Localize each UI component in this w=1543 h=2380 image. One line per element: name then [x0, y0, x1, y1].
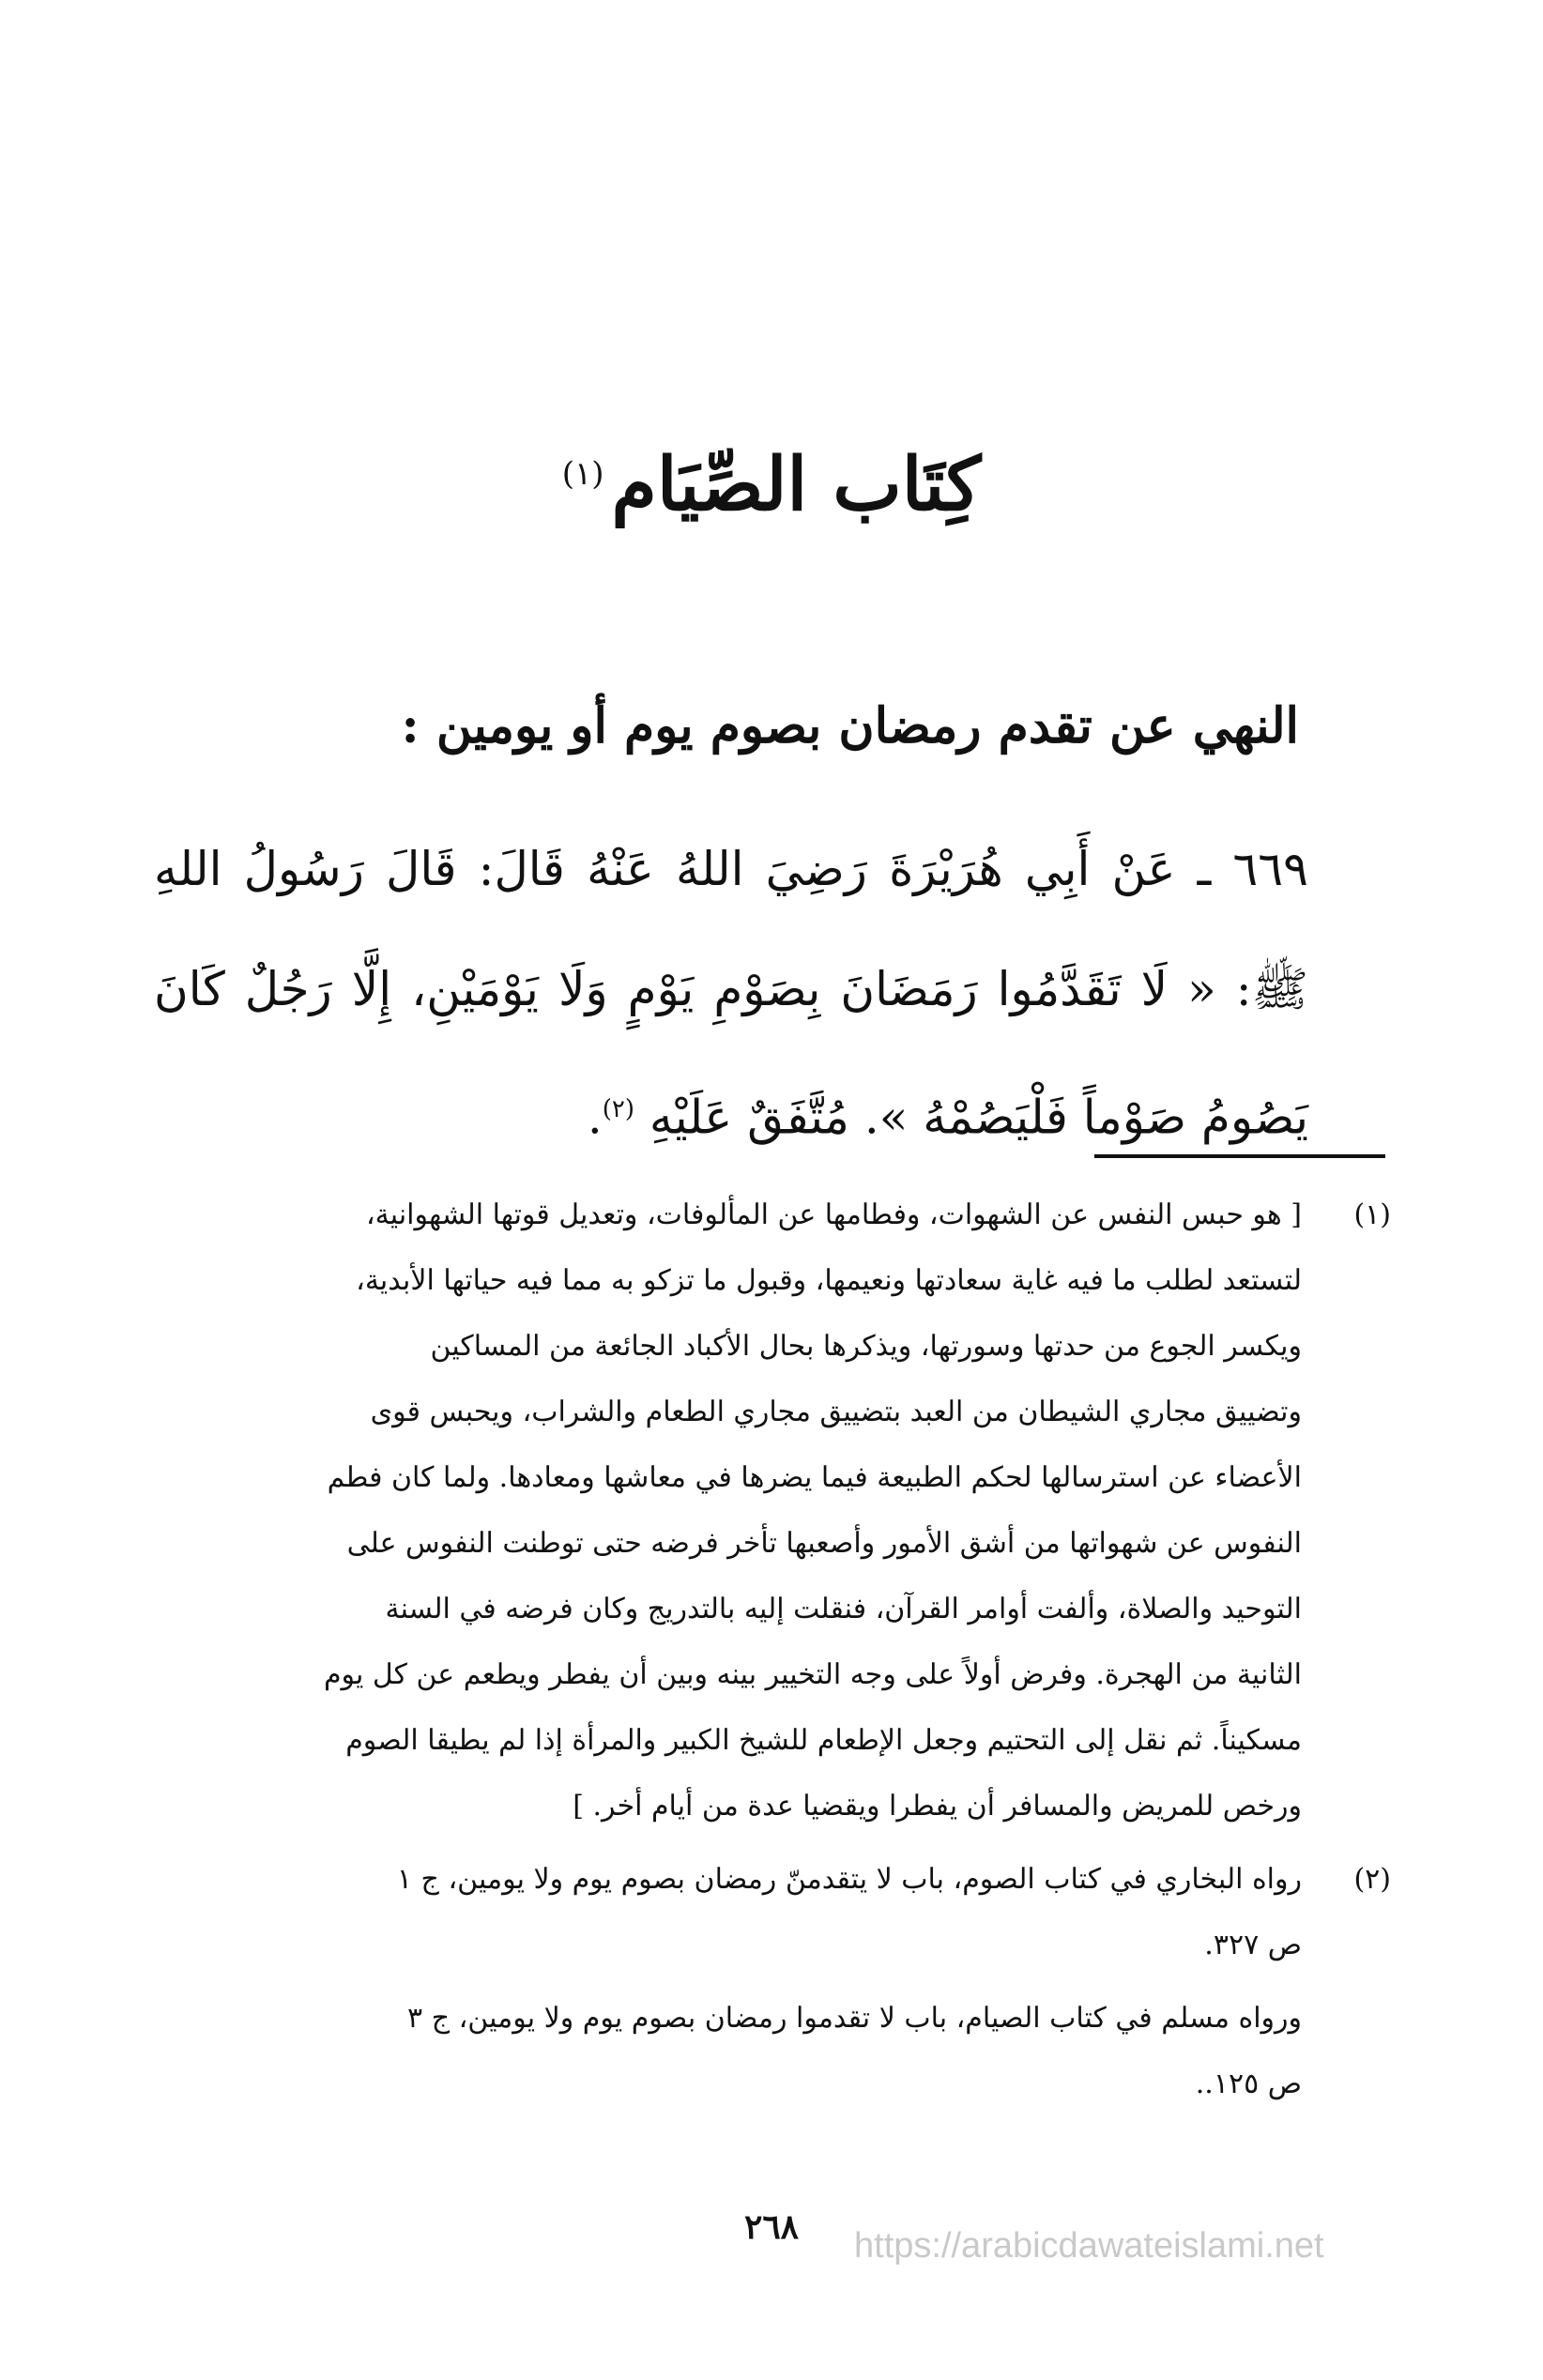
footnote-line: التوحيد والصلاة، وألفت أوامر القرآن، فنقلت إليه بالتدريج وكان فرضه في السنة: [385, 1593, 1302, 1625]
footnotes: [77, 1182, 1391, 2117]
footnote-line: ص ٣٢٧.: [1204, 1929, 1302, 1961]
footnote-line: وتضييق مجاري الشيطان من العبد بتضييق مجاري الطعام والشراب، ويحبس قوى: [370, 1396, 1302, 1428]
footnote-line: الأعضاء عن استرسالها لحكم الطبيعة فيما يضرها في معاشها ومعادها. ولما كان فطم: [327, 1461, 1302, 1494]
chapter-footnote-marker: (١): [561, 455, 604, 493]
footnote-line: [ هو حبس النفس عن الشهوات، وفطامها عن المألوفات، وتعديل قوتها الشهوانية،: [366, 1198, 1302, 1231]
footnote-number: (٢): [1353, 1863, 1391, 1896]
footnote-divider: [1094, 1154, 1385, 1158]
footnote-line: ص ١٢٥..: [1195, 2067, 1302, 2100]
footnote-number: (١): [1353, 1198, 1391, 1231]
footnote-line: لتستعد لطلب ما فيه غاية سعادتها ونعيمها، وقبول ما تزكو به مما فيه حياتها الأبدية،: [356, 1264, 1302, 1297]
chapter-title: [0, 441, 1543, 529]
footnote-line: ورخص للمريض والمسافر أن يفطرا ويقضيا عدة من أيام أخر. ]: [573, 1790, 1302, 1823]
hadith-footnote-marker: (٢): [602, 1095, 635, 1123]
footnote-line: ورواه مسلم في كتاب الصيام، باب لا تقدموا رمضان بصوم يوم ولا يومين، ج ٣: [407, 2002, 1302, 2035]
footnote-1: [77, 1182, 1391, 1839]
chapter-title-text: كِتَاب الصِّيَام: [611, 442, 982, 527]
footnote-2: [77, 1847, 1391, 1978]
page-number: ٢٦٨: [743, 2207, 799, 2247]
watermark: https://arabicdawateislami.net: [854, 2226, 1324, 2266]
footnote-line: ويكسر الجوع من حدتها وسورتها، ويذكرها بحال الأكباد الجائعة من المساكين: [430, 1330, 1302, 1363]
footnote-2-continuation: [77, 1986, 1391, 2117]
hadith-text: ٦٦٩ ـ عَنْ أَبِي هُرَيْرَةَ رَضِيَ اللهُ عَنْهُ قَالَ: قَالَ رَسُولُ اللهِ ﷺ: « لَا تَقَدَّمُوا رَمَضَانَ بِصَوْمِ يَوْمٍ وَلَا يَوْمَيْنِ، إِلَّا رَجُلٌ كَانَ يَصُومُ صَوْماً فَلْيَصُمْهُ ». مُتَّفَقٌ عَلَيْهِ $^{(٢)}$.: [154, 842, 1308, 1145]
footnote-line: مسكيناً. ثم نقل إلى التحتيم وجعل الإطعام للشيخ الكبير والمرأة إذا لم يطيقا الصوم: [345, 1724, 1302, 1757]
section-heading: النهي عن تقدم رمضان بصوم يوم أو يومين :: [401, 697, 1299, 755]
footnote-line: النفوس عن شهواتها من أشق الأمور وأصعبها تأخر فرضه حتى توطنت النفوس على: [346, 1527, 1302, 1560]
footnote-line: رواه البخاري في كتاب الصوم، باب لا يتقدمنّ رمضان بصوم يوم ولا يومين، ج ١: [396, 1863, 1302, 1896]
hadith-body: ٦٦٩ ـ عَنْ أَبِي هُرَيْرَةَ رَضِيَ اللهُ عَنْهُ قَالَ: قَالَ رَسُولُ اللهِ ﷺ: « لَا تَقَدَّمُوا رَمَضَانَ بِصَوْمِ يَوْمٍ وَلَا يَوْمَيْنِ، إِلَّا رَجُلٌ كَانَ يَصُومُ صَوْماً فَلْيَصُمْهُ ». مُتَّفَقٌ عَلَيْهِ: [154, 842, 1308, 1145]
footnote-line: الثانية من الهجرة. وفرض أولاً على وجه التخيير بينه وبين أن يفطر ويطعم عن كل يوم: [323, 1658, 1302, 1691]
